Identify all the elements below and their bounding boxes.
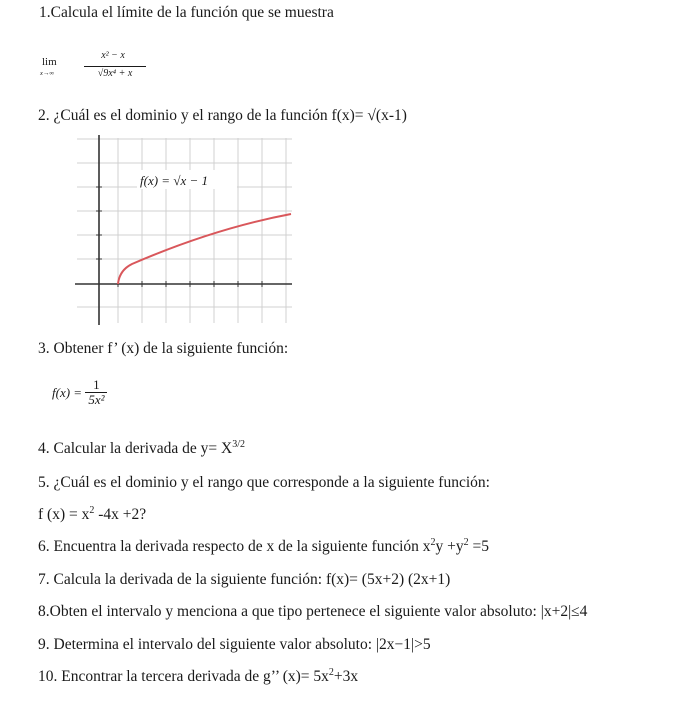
fx-denominator: 5x² — [85, 392, 107, 408]
fx-lhs: f(x) = — [52, 385, 83, 401]
question-10 — [38, 668, 358, 686]
q10-a: 10. Encontrar la tercera derivada de g’’ (x)= 5x — [38, 668, 329, 685]
question-8: 8.Obten el intervalo y menciona a que tipo pertenece el siguiente valor absoluto: |x+2|≤4 — [38, 603, 588, 620]
question-5: 5. ¿Cuál es el dominio y el rango que corresponde a la siguiente función: — [38, 474, 490, 491]
limit-subscript: x→∞ — [40, 70, 55, 77]
limit-fraction-bar — [84, 66, 146, 67]
question-4-exponent: 3/2 — [232, 438, 246, 450]
sqrt-curve — [118, 214, 291, 284]
q6-exp2: 2 — [463, 536, 469, 548]
q5-func-b: -4x +2? — [94, 506, 147, 523]
limit-operator: lim — [42, 56, 57, 68]
limit-denominator: √9x⁴ + x — [97, 68, 133, 79]
question-2: 2. ¿Cuál es el dominio y el rango de la función f(x)= √(x-1) — [38, 107, 407, 124]
fx-expression — [52, 378, 107, 408]
question-1: 1.Calcula el límite de la función que se muestra — [39, 4, 334, 21]
question-5-function — [38, 506, 146, 524]
axis-ticks — [96, 187, 262, 287]
limit-numerator: x² − x — [101, 50, 125, 61]
function-graph — [72, 133, 296, 325]
question-4 — [38, 440, 245, 458]
question-7: 7. Calcula la derivada de la siguiente función: f(x)= (5x+2) (2x+1) — [38, 571, 451, 588]
fx-numerator: 1 — [93, 377, 100, 392]
question-9: 9. Determina el intervalo del siguiente valor absoluto: |2x−1|>5 — [38, 636, 431, 653]
q6-exp1: 2 — [430, 536, 436, 548]
grid-lines — [77, 138, 292, 323]
q10-b: +3x — [333, 668, 359, 685]
graph-function-label: f(x) = √x − 1 — [140, 173, 208, 188]
question-6 — [38, 538, 489, 556]
q6-a: 6. Encuentra la derivada respecto de x de la siguiente función x — [38, 538, 431, 555]
q6-b: y +y — [435, 538, 464, 555]
q5-func-a: f (x) = x — [38, 506, 90, 523]
q5-func-exp: 2 — [89, 504, 95, 516]
q6-c: =5 — [468, 538, 490, 555]
limit-expression — [40, 46, 150, 86]
q10-exp: 2 — [328, 666, 334, 678]
question-4-text: 4. Calcular la derivada de y= X — [38, 440, 233, 457]
question-3: 3. Obtener f’ (x) de la siguiente función: — [38, 340, 289, 357]
